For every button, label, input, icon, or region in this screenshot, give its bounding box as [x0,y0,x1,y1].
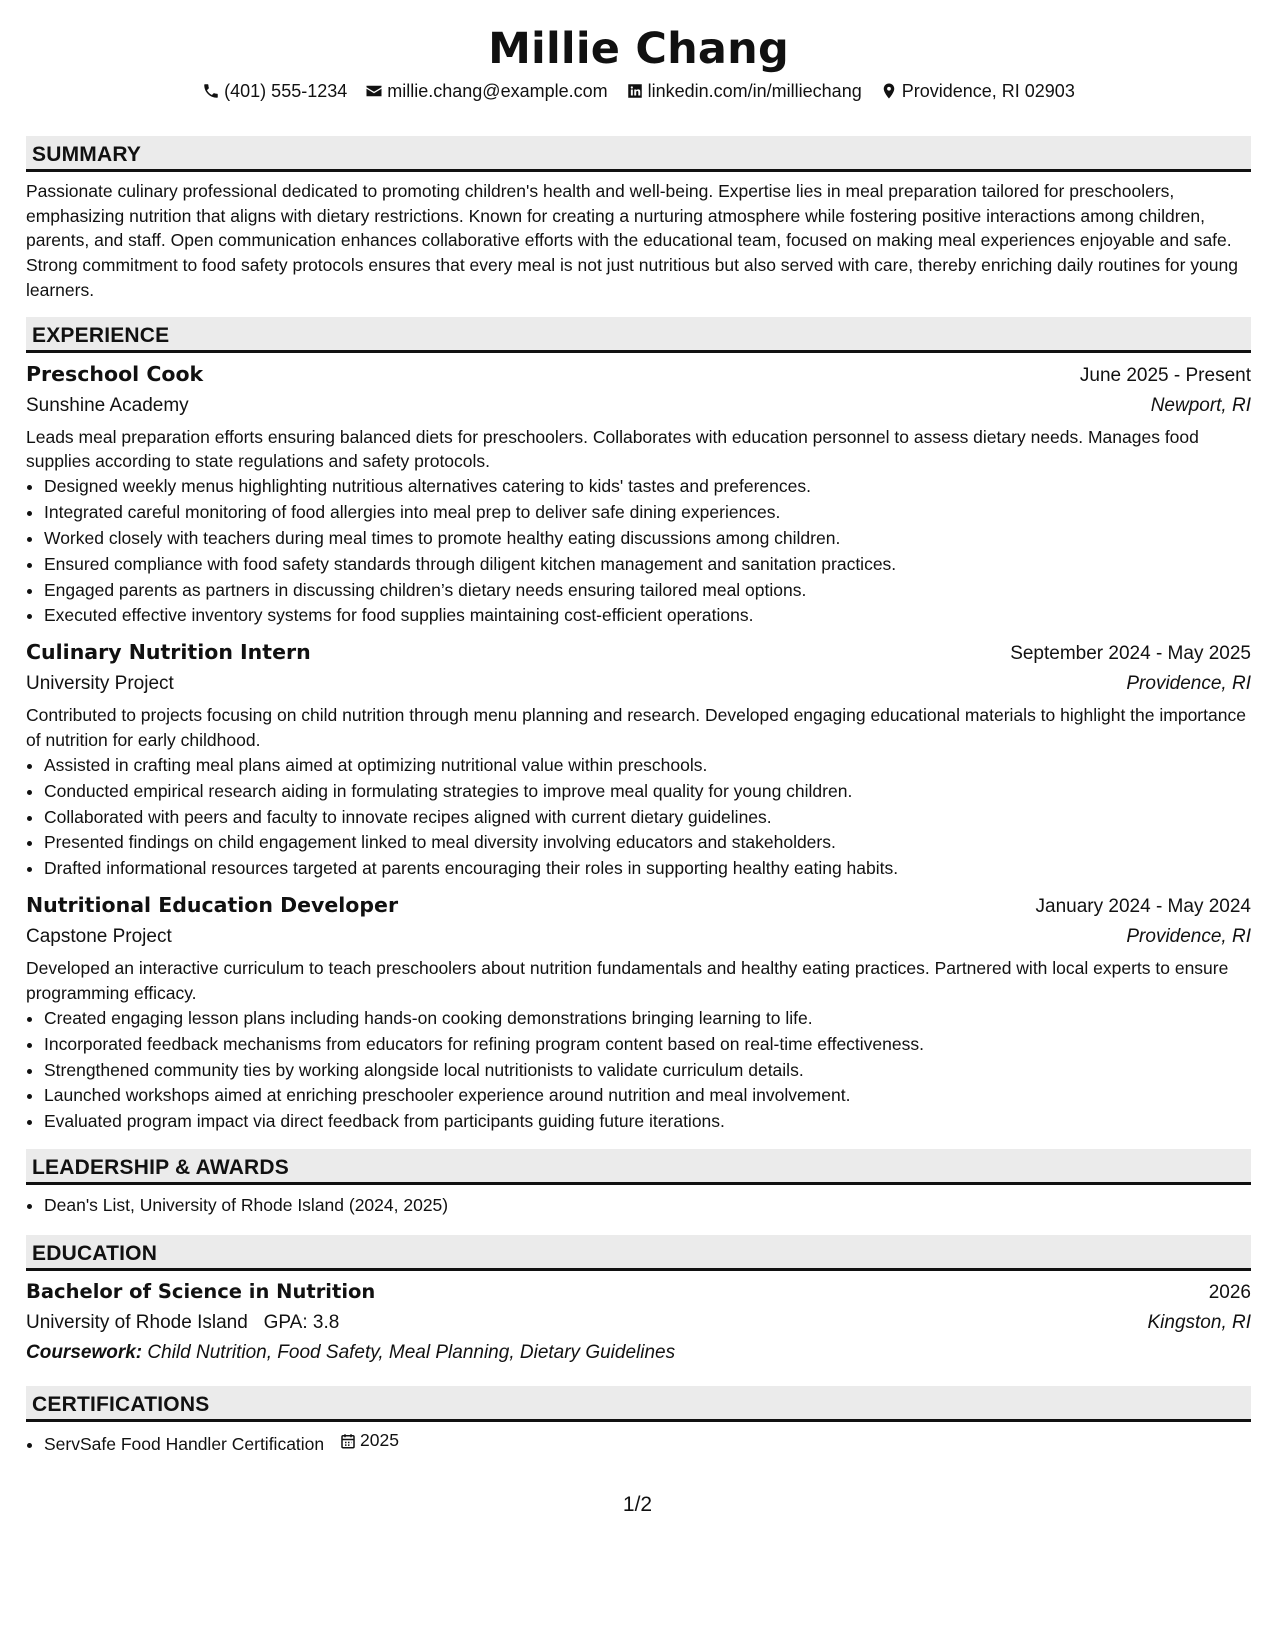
list-item: • Executed effective inventory systems for food supplies maintaining cost-efficient operations. [44,603,1251,629]
school-location: Kingston, RI [1147,1312,1251,1334]
list-item: • Evaluated program impact via direct feedback from participants guiding future iterations. [44,1109,1251,1135]
contact-location [880,79,1075,103]
degree-title: Bachelor of Science in Nutrition [26,1280,376,1304]
coursework-list: Child Nutrition, Food Safety, Meal Planning, Dietary Guidelines [147,1342,676,1364]
job-location: Providence, RI [1126,673,1251,695]
list-item: • Collaborated with peers and faculty to innovate recipes aligned with current dietary guidelines. [44,805,1251,831]
job-bullets [26,1006,1251,1136]
job-title-row [26,359,1251,391]
job-dates: January 2024 - May 2024 [1035,896,1251,918]
contact-bar [26,79,1251,103]
school-name: University of Rhode Island [26,1312,248,1334]
candidate-name: Millie Chang [488,24,789,74]
phone-text: (401) 555-1234 [224,81,348,101]
job-role: Culinary Nutrition Intern [26,640,311,665]
summary-section-header: SUMMARY [26,136,1251,172]
school-info [26,1308,339,1338]
job-dates: September 2024 - May 2025 [1010,643,1251,665]
location-text: Providence, RI 02903 [901,81,1075,101]
school-row [26,1308,1251,1338]
coursework-label: Coursework: [26,1342,143,1364]
list-item: • Designed weekly menus highlighting nutritious alternatives catering to kids' tastes and preferences. [44,474,1251,500]
list-item: • Integrated careful monitoring of food allergies into meal prep to deliver safe dining experiences. [44,500,1251,526]
phone-icon [202,82,220,100]
resume-content [26,20,1251,1458]
email-link[interactable]: millie.chang@example.com [387,81,608,101]
contact-phone [202,79,347,103]
list-item: • Ensured compliance with food safety standards through diligent kitchen management and sanitation practices. [44,552,1251,578]
graduation-year: 2026 [1208,1282,1251,1304]
job-title-row [26,637,1251,669]
coursework [26,1338,1251,1368]
job-organization: University Project [26,673,174,695]
degree-row [26,1277,1251,1308]
summary-text: Passionate culinary professional dedicated to promoting children's health and well-being. Expertise lies in meal preparation tailored for preschoolers, emphasizing nutrition that aligns with dietary restrictions. Known for creating a nurturing atmosphere while fostering positive interactions among children, parents, and staff. Open communication enhances collaborative efforts with the educational team, focused on making meal experiences enjoyable and safe. Strong commitment to food safety protocols ensures that every meal is not just nutritious but also served with care, thereby enriching daily routines for young learners. [26,181,1238,300]
job-role: Preschool Cook [26,361,204,386]
job-organization: Capstone Project [26,926,172,948]
map-pin-icon [880,82,898,100]
certifications-list [26,1428,1251,1458]
job-description: Leads meal preparation efforts ensuring balanced diets for preschoolers. Collaborates with education personnel to assess dietary needs. Manages food supplies according to state regulations and safety protocols. [26,426,1199,472]
leadership-section-header: LEADERSHIP & AWARDS [26,1149,1251,1185]
education-section-header: EDUCATION [26,1235,1251,1271]
job-location: Providence, RI [1126,926,1251,948]
list-item: • Worked closely with teachers during meal times to promote healthy eating discussions among children. [44,526,1251,552]
job-title-row [26,890,1251,922]
leadership-list [26,1193,1251,1219]
list-item [44,1428,1251,1458]
contact-email[interactable] [365,79,607,103]
page-number: 1/2 [622,1493,653,1516]
list-item: • Assisted in crafting meal plans aimed at optimizing nutritional value within preschools. [44,753,1251,779]
job-location: Newport, RI [1150,394,1251,416]
calendar-icon [339,1432,357,1450]
certification-year: 2025 [360,1430,399,1451]
linkedin-icon [626,82,644,100]
list-item: • Conducted empirical research aiding in formulating strategies to improve meal quality for young children. [44,779,1251,805]
certifications-section-header: CERTIFICATIONS [26,1386,1251,1422]
job-description: Developed an interactive curriculum to teach preschoolers about nutrition fundamentals and healthy eating practices. Partnered with local experts to ensure programming efficacy. [26,958,1229,1003]
list-item: • Drafted informational resources targeted at parents encouraging their roles in supporting healthy eating habits. [44,856,1251,882]
experience-entry [26,890,1251,1135]
list-item: • Dean's List, University of Rhode Island (2024, 2025) [44,1193,1251,1219]
list-item: • Presented findings on child engagement linked to meal diversity involving educators and stakeholders. [44,830,1251,856]
job-org-row [26,391,1251,421]
certification-date [339,1428,399,1454]
experience-section-header: EXPERIENCE [26,317,1251,353]
certification-name: ServSafe Food Handler Certification [44,1434,325,1455]
list-item: • Engaged parents as partners in discussing children’s dietary needs ensuring tailored meal options. [44,578,1251,604]
job-role: Nutritional Education Developer [26,893,399,918]
contact-linkedin[interactable] [626,79,862,103]
list-item: • Strengthened community ties by working alongside local nutritionists to validate curriculum details. [44,1058,1251,1084]
gpa: GPA: 3.8 [263,1312,340,1334]
experience-entry [26,637,1251,882]
job-bullets [26,753,1251,883]
experience-entry [26,359,1251,630]
list-item: • Launched workshops aimed at enriching preschooler experience around nutrition and meal involvement. [44,1083,1251,1109]
job-org-row [26,669,1251,699]
envelope-icon [365,82,383,100]
job-organization: Sunshine Academy [26,394,189,416]
list-item: • Incorporated feedback mechanisms from educators for refining program content based on real-time effectiveness. [44,1032,1251,1058]
list-item: • Created engaging lesson plans including hands-on cooking demonstrations bringing learning to life. [44,1006,1251,1032]
job-org-row [26,922,1251,952]
job-description: Contributed to projects focusing on child nutrition through menu planning and research. Developed engaging educational materials to highlight the importance of nutrition for early childhood. [26,705,1246,751]
linkedin-link[interactable]: linkedin.com/in/milliechang [647,81,862,101]
education-entry [26,1277,1251,1368]
job-dates: June 2025 - Present [1079,364,1251,386]
job-bullets [26,474,1251,629]
